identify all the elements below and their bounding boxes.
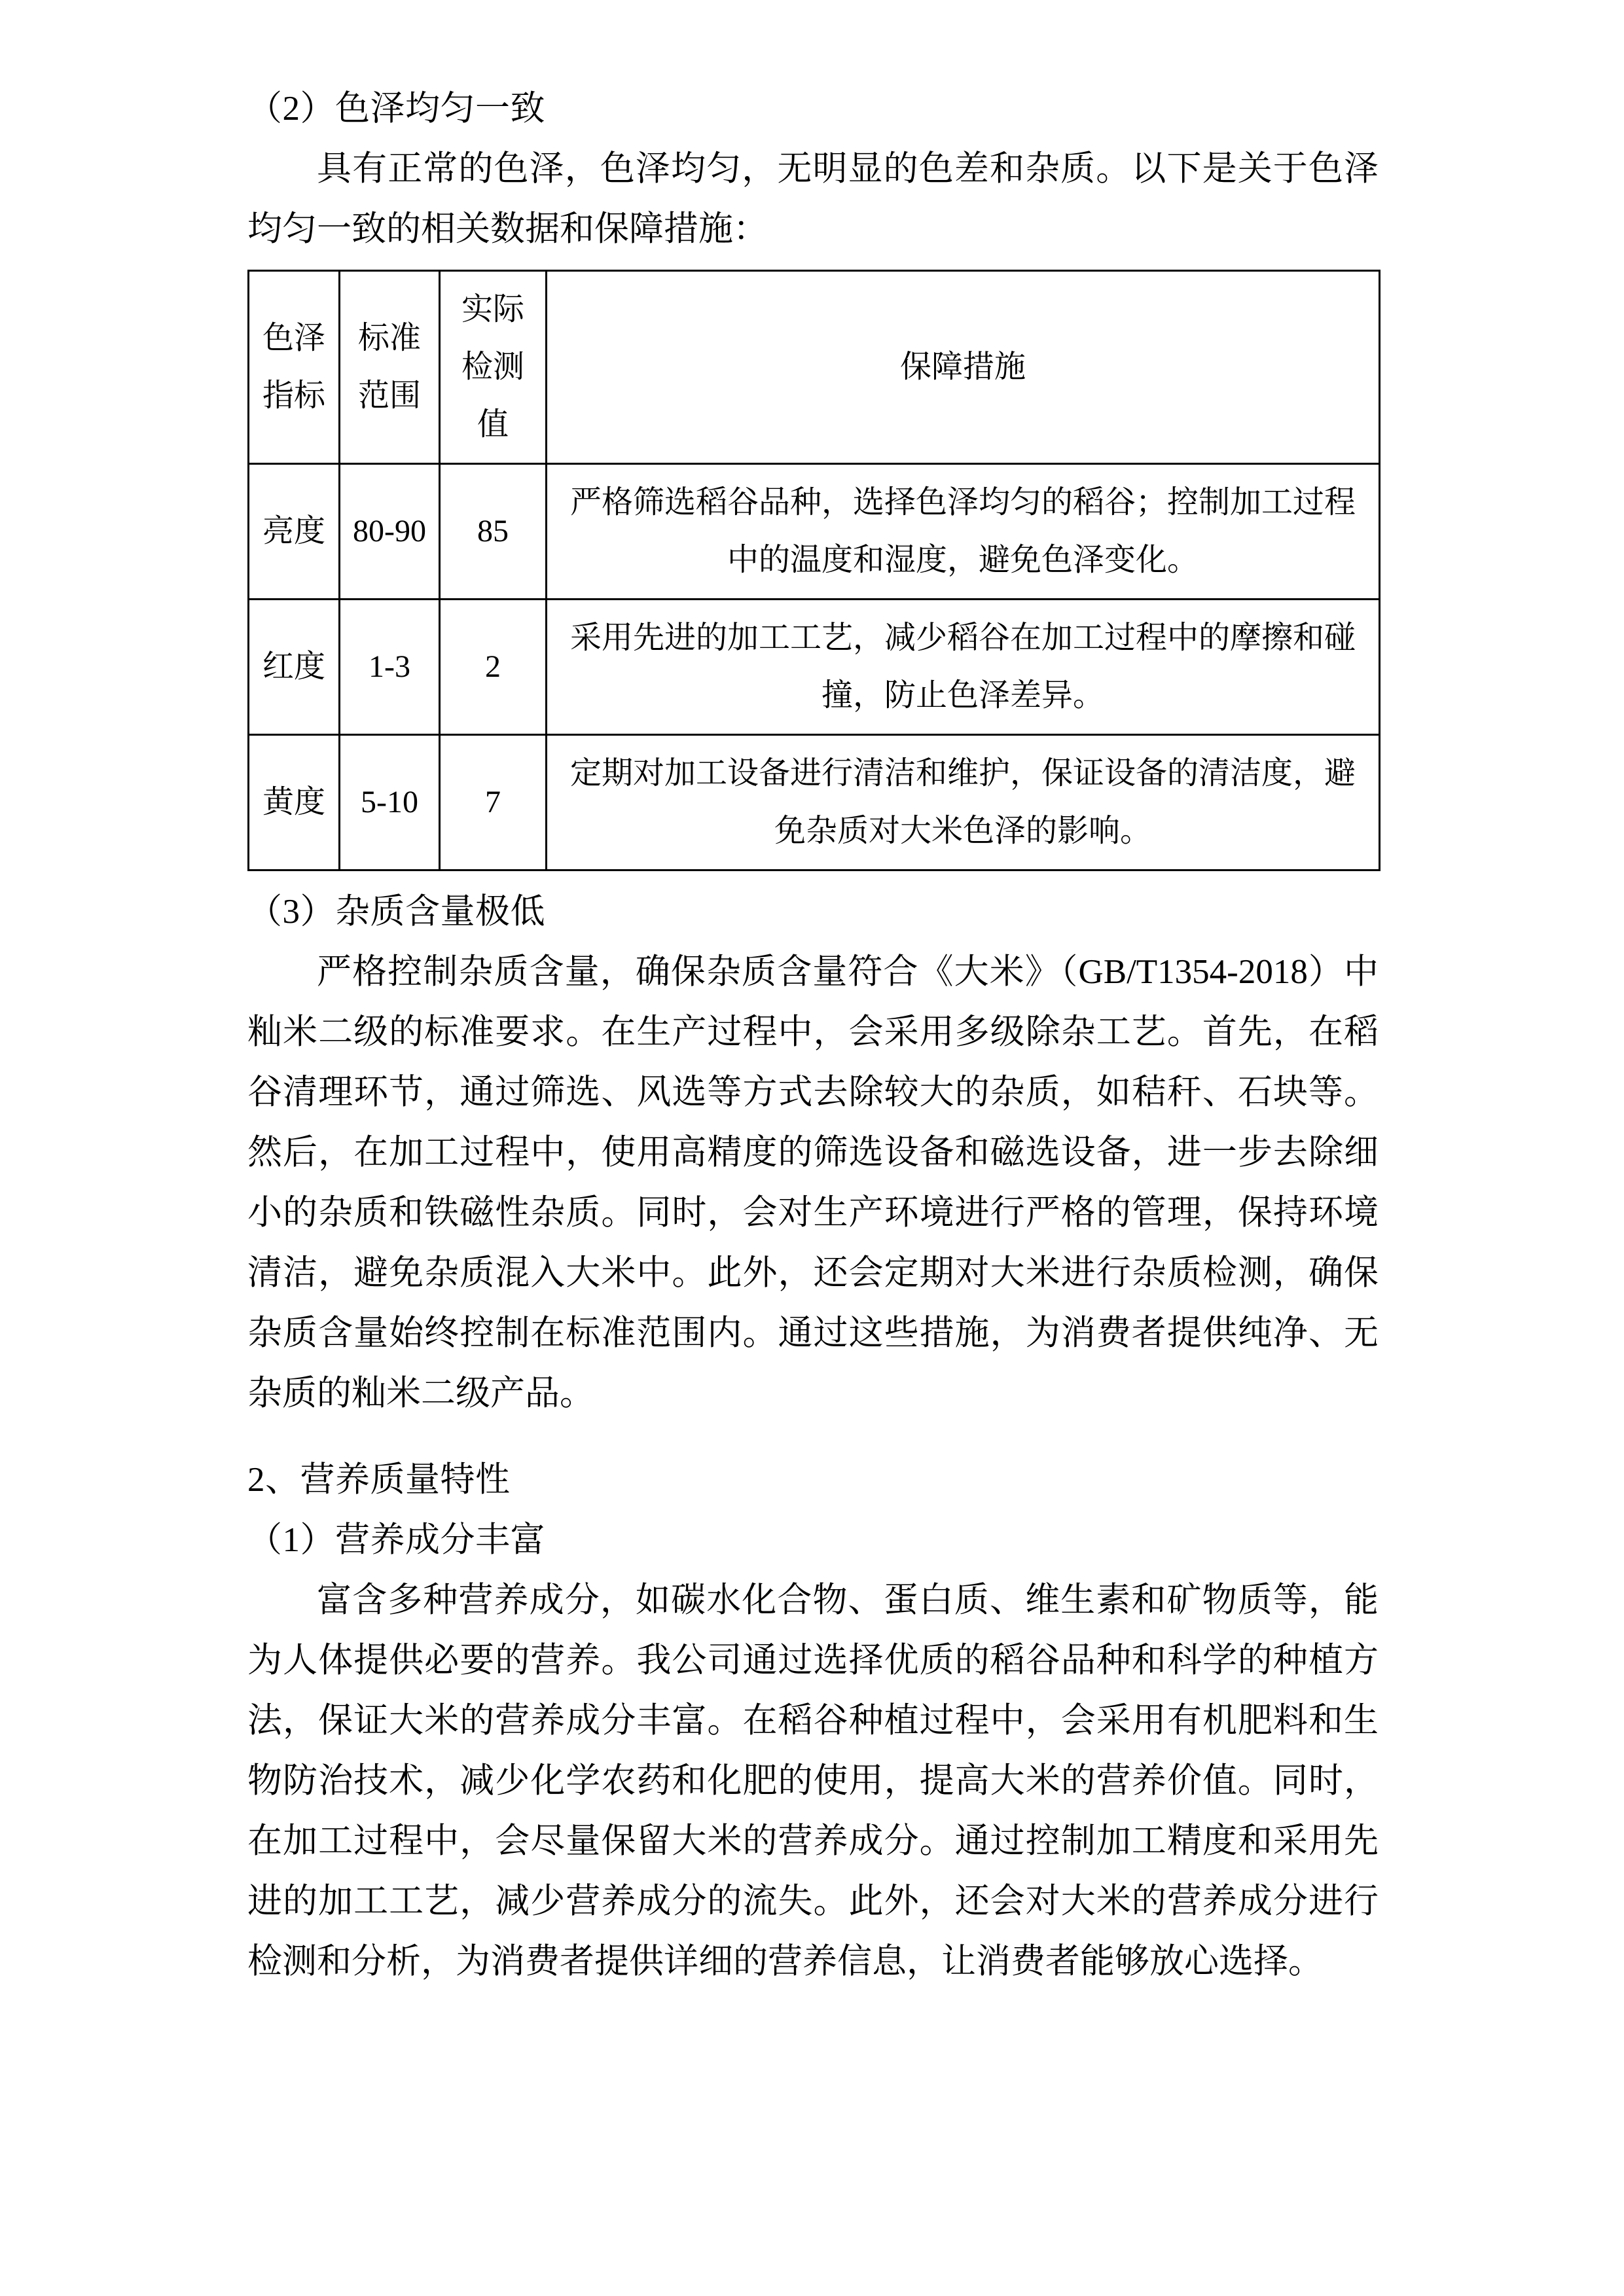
table-body [249, 464, 1380, 870]
column-header-indicator-label: 色泽指标 [262, 321, 325, 413]
cell-standard-range-value: 5-10 [361, 785, 418, 819]
column-header-measured-value [440, 271, 547, 464]
cell-measured-value [440, 600, 547, 735]
cell-indicator [249, 600, 340, 735]
cell-indicator [249, 464, 340, 600]
table-row [249, 600, 1380, 735]
cell-standard-range [340, 600, 440, 735]
table-header-row [249, 271, 1380, 464]
cell-indicator-value: 红度 [262, 649, 325, 684]
spacer-after-table [247, 871, 1379, 882]
heading-color-uniformity: （2）色泽均匀一致 [247, 90, 545, 128]
cell-measured-value [440, 735, 547, 870]
spacer-before-table [247, 259, 1379, 270]
paragraph-impurity: 严格控制杂质含量，确保杂质含量符合《大米》（GB/T1354-2018）中籼米二级的标准要求。在生产过程中，会采用多级除杂工艺。首先，在稻谷清理环节，通过筛选、风选等方式去除较大的杂质，如秸秆、石块等。然后，在加工过程中，使用高精度的筛选设备和磁选设备，进一步去除细小的杂质和铁磁性杂质。同时，会对生产环境进行严格的管理，保持环境清洁，避免杂质混入大米中。此外，还会定期对大米进行杂质检测，确保杂质含量始终控制在标准范围内。通过这些措施，为消费者提供纯净、无杂质的籼米二级产品。 [247, 953, 1379, 1412]
column-header-indicator [249, 271, 340, 464]
cell-measure-text: 严格筛选稻谷品种，选择色泽均匀的稻谷；控制加工过程中的温度和湿度，避免色泽变化。 [569, 485, 1356, 577]
cell-measure-text: 定期对加工设备进行清洁和维护，保证设备的清洁度，避免杂质对大米色泽的影响。 [569, 756, 1356, 848]
heading-impurity: （3）杂质含量极低 [247, 893, 545, 931]
column-header-standard-range-label: 标准范围 [357, 321, 421, 413]
cell-measured-value-value: 85 [477, 514, 509, 548]
color-index-table [247, 270, 1380, 871]
column-header-measures [547, 271, 1380, 464]
table-header [249, 271, 1380, 464]
page-content [247, 79, 1379, 1992]
heading-nutrition-quality: 2、营养质量特性 [247, 1461, 511, 1499]
cell-measured-value-value: 7 [485, 785, 501, 819]
cell-measure [547, 600, 1380, 735]
cell-indicator-value: 亮度 [262, 514, 325, 548]
cell-indicator [249, 735, 340, 870]
column-header-standard-range [340, 271, 440, 464]
cell-indicator-value: 黄度 [262, 785, 325, 819]
cell-measured-value [440, 464, 547, 600]
cell-measured-value-value: 2 [485, 649, 501, 684]
paragraph-nutrition: 富含多种营养成分，如碳水化合物、蛋白质、维生素和矿物质等，能为人体提供必要的营养。我公司通过选择优质的稻谷品种和科学的种植方法，保证大米的营养成分丰富。在稻谷种植过程中，会采用有机肥料和生物防治技术，减少化学农药和化肥的使用，提高大米的营养价值。同时，在加工过程中，会尽量保留大米的营养成分。通过控制加工精度和采用先进的加工工艺，减少营养成分的流失。此外，还会对大米的营养成分进行检测和分析，为消费者提供详细的营养信息，让消费者能够放心选择。 [247, 1581, 1379, 1981]
heading-nutrition-rich: （1）营养成分丰富 [247, 1521, 545, 1559]
cell-standard-range-value: 80-90 [353, 514, 426, 548]
column-header-measures-label: 保障措施 [899, 350, 1026, 384]
spacer-before-nutrition [247, 1424, 1379, 1450]
cell-standard-range [340, 735, 440, 870]
cell-measure [547, 735, 1380, 870]
cell-standard-range-value: 1-3 [369, 649, 410, 684]
table-row [249, 464, 1380, 600]
cell-measure [547, 464, 1380, 600]
cell-standard-range [340, 464, 440, 600]
paragraph-color-uniformity: 具有正常的色泽，色泽均匀，无明显的色差和杂质。以下是关于色泽均匀一致的相关数据和保障措施： [247, 150, 1379, 248]
column-header-measured-value-label: 实际检测值 [461, 292, 524, 442]
color-index-table-wrapper [247, 270, 1379, 871]
cell-measure-text: 采用先进的加工工艺，减少稻谷在加工过程中的摩擦和碰撞，防止色泽差异。 [569, 620, 1356, 713]
table-row [249, 735, 1380, 870]
